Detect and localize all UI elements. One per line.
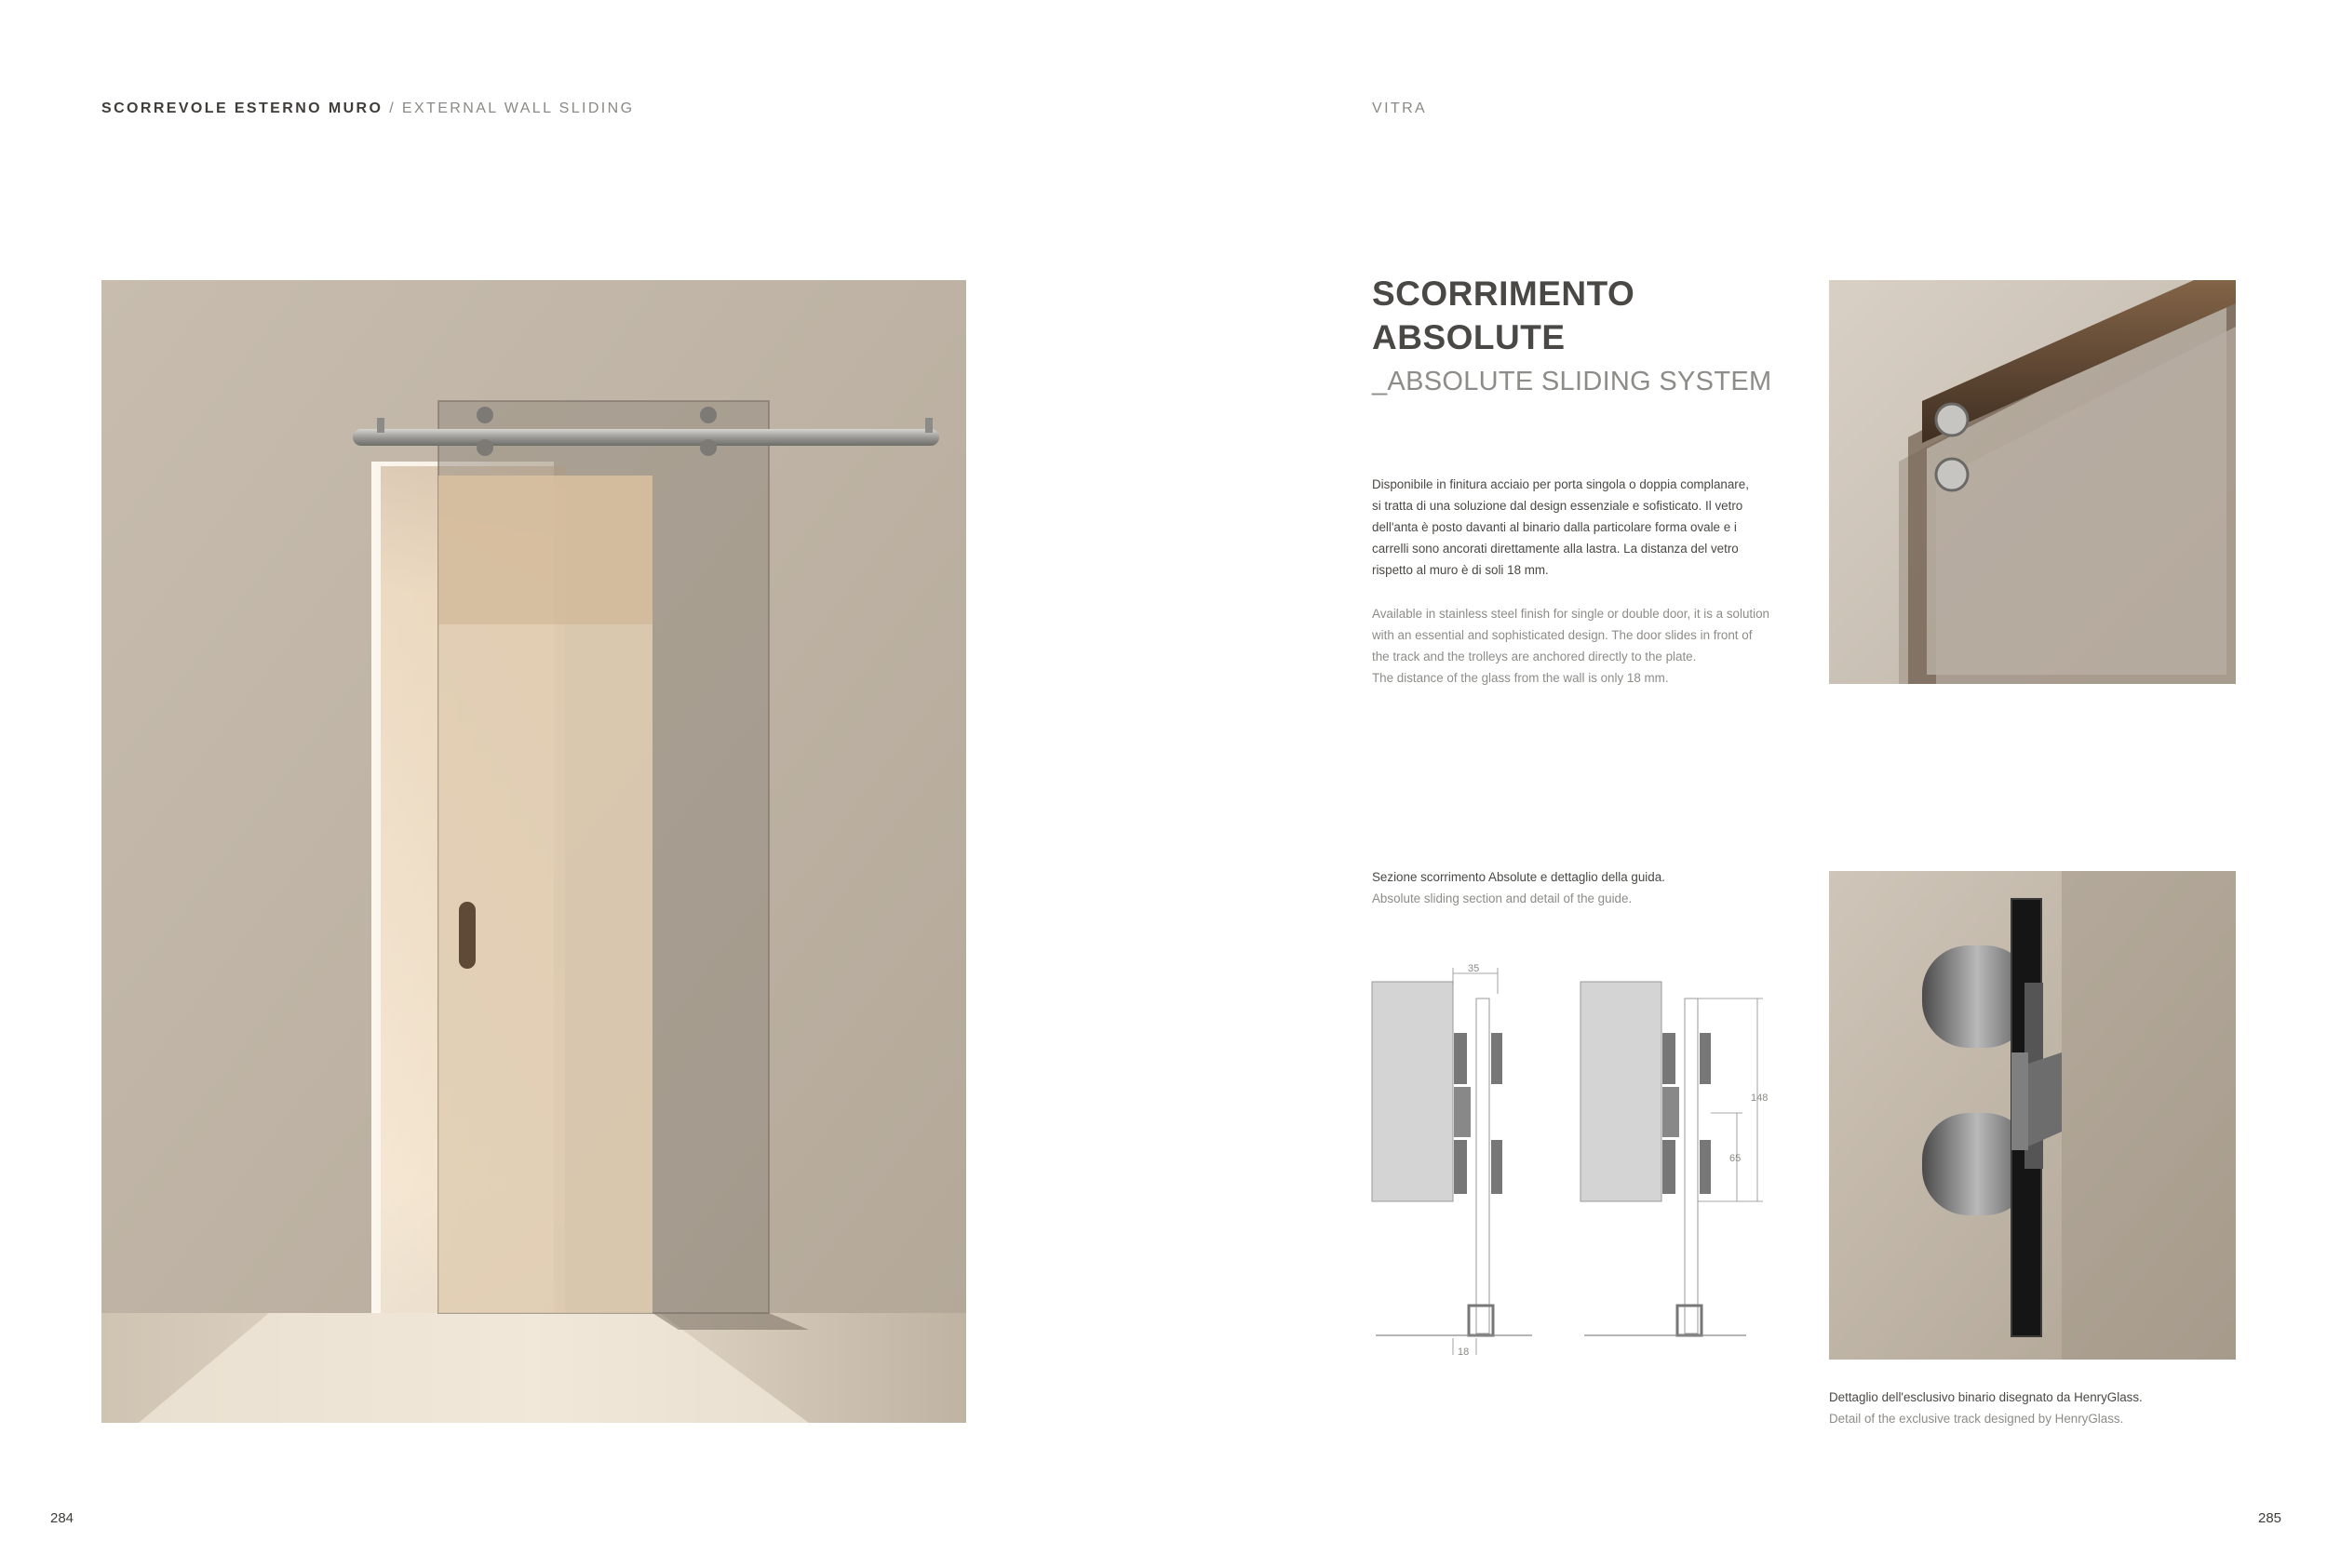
product-title-line2: ABSOLUTE <box>1372 318 1566 356</box>
dim-offset-bottom: 18 <box>1458 1347 1470 1358</box>
description-en <box>1372 603 1777 689</box>
section-header-en: EXTERNAL WALL SLIDING <box>401 101 635 116</box>
detail-caption-en: Detail of the exclusive track designed by HenryGlass. <box>1829 1412 2124 1426</box>
dim-height-total: 148 <box>1751 1092 1769 1104</box>
collection-name: VITRA <box>1372 101 1428 116</box>
description-it <box>1372 474 1777 581</box>
main-door-photo <box>101 280 966 1423</box>
description-en-line: Available in stainless steel finish for single or double door, it is a solution <box>1372 607 1770 621</box>
description-it-line: dell'anta è posto davanti al binario dalla particolare forma ovale e i <box>1372 520 1737 534</box>
section-header-it: SCORREVOLE ESTERNO MURO <box>101 101 383 116</box>
description-en-line: The distance of the glass from the wall is only 18 mm. <box>1372 671 1669 685</box>
section-header <box>101 101 634 117</box>
description-it-line: si tratta di una soluzione dal design essenziale e sofisticato. Il vetro <box>1372 499 1743 513</box>
dim-width-top: 35 <box>1468 963 1480 974</box>
technical-section-drawing <box>1365 957 1778 1362</box>
dim-height-mid: 65 <box>1729 1153 1742 1164</box>
description-it-line: carrelli sono ancorati direttamente alla lastra. La distanza del vetro <box>1372 542 1739 556</box>
section-caption-it: Sezione scorrimento Absolute e dettaglio della guida. <box>1372 870 1665 884</box>
description-en-line: the track and the trolleys are anchored directly to the plate. <box>1372 650 1697 663</box>
rail-detail-photo <box>1829 280 2236 684</box>
product-subtitle: _ABSOLUTE SLIDING SYSTEM <box>1372 367 1772 396</box>
description-it-line: Disponibile in finitura acciaio per porta singola o doppia complanare, <box>1372 477 1749 491</box>
product-title <box>1372 272 1634 359</box>
section-header-separator: / <box>383 101 402 116</box>
page-number-right: 285 <box>2258 1510 2282 1526</box>
section-caption-en: Absolute sliding section and detail of the guide. <box>1372 891 1633 905</box>
detail-caption-it: Dettaglio dell'esclusivo binario disegnato da HenryGlass. <box>1829 1390 2143 1404</box>
trolley-detail-photo <box>1829 871 2236 1360</box>
page-number-left: 284 <box>50 1510 74 1526</box>
description-en-line: with an essential and sophisticated design. The door slides in front of <box>1372 628 1753 642</box>
description-it-line: rispetto al muro è di soli 18 mm. <box>1372 563 1549 577</box>
product-title-line1: SCORRIMENTO <box>1372 275 1635 313</box>
